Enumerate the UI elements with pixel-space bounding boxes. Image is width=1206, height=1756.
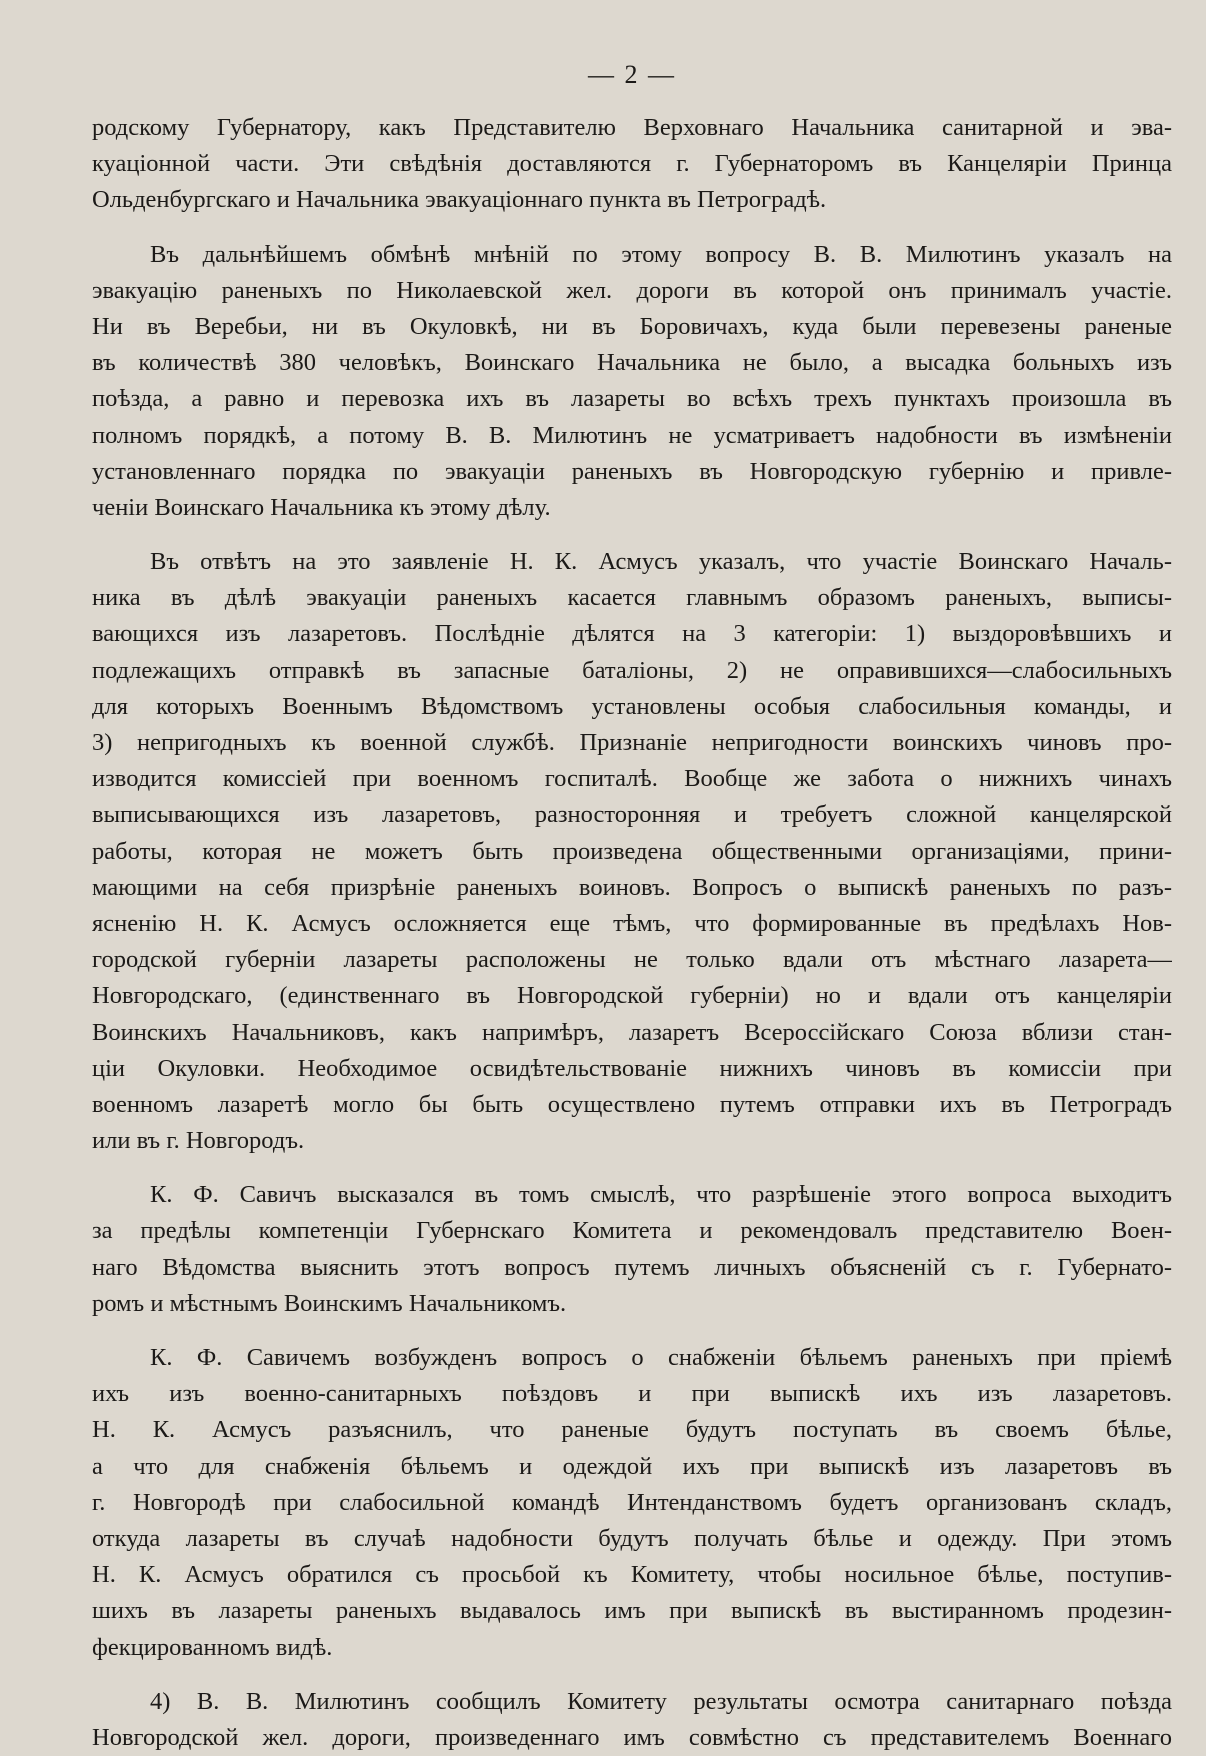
text-line: Н. К. Асмусъ обратился съ просьбой къ Комитету, чтобы носильное бѣлье, поступив- [92, 1561, 1172, 1589]
text-line: или въ г. Новгородъ. [92, 1127, 305, 1155]
paragraph [92, 544, 1172, 1159]
text-line: подлежащихъ отправкѣ въ запасные баталіоны, 2) не оправившихся—слабосильныхъ [92, 656, 1172, 684]
text-line: наго Вѣдомства выяснить этотъ вопросъ путемъ личныхъ объясненій съ г. Губернато- [92, 1253, 1172, 1281]
text-line: 3) непригодныхъ къ военной службѣ. Признаніе непригодности воинскихъ чиновъ про- [92, 729, 1172, 756]
text-line: въ количествѣ 380 человѣкъ, Воинскаго Начальника не было, а высадка больныхъ изъ [92, 349, 1172, 377]
text-line: ника въ дѣлѣ эвакуаціи раненыхъ касается главнымъ образомъ раненыхъ, выписы- [92, 584, 1172, 612]
paragraph [92, 1684, 1172, 1756]
text-line: шихъ въ лазареты раненыхъ выдавалось имъ при выпискѣ въ выстиранномъ продезин- [92, 1597, 1172, 1625]
text-line: родскому Губернатору, какъ Представителю Верховнаго Начальника санитарной и эва- [92, 114, 1172, 141]
text-line: полномъ порядкѣ, а потому В. В. Милютинъ не усматриваетъ надобности въ измѣненіи [92, 421, 1172, 449]
text-line: за предѣлы компетенціи Губернскаго Комитета и рекомендовалъ представителю Воен- [92, 1217, 1172, 1245]
paragraph [92, 110, 1172, 219]
paragraph [92, 1177, 1172, 1322]
text-line: для которыхъ Военнымъ Вѣдомствомъ установлены особыя слабосильныя команды, и [92, 692, 1172, 720]
text-line: г. Новгородѣ при слабосильной командѣ Интенданствомъ будетъ организованъ складъ, [92, 1488, 1172, 1516]
text-line: ромъ и мѣстнымъ Воинскимъ Начальникомъ. [92, 1289, 567, 1317]
text-line: выписывающихся изъ лазаретовъ, разносторонняя и требуетъ сложной канцелярской [92, 801, 1172, 829]
text-line: мающими на себя призрѣніе раненыхъ воиновъ. Вопросъ о выпискѣ раненыхъ по разъ- [92, 873, 1172, 901]
text-line: военномъ лазаретѣ могло бы быть осуществлено путемъ отправки ихъ въ Петроградъ [92, 1090, 1172, 1118]
text-body [92, 110, 1172, 1756]
text-line: 4) В. В. Милютинъ сообщилъ Комитету результаты осмотра санитарнаго поѣзда [150, 1687, 1172, 1715]
text-line: К. Ф. Савичемъ возбужденъ вопросъ о снабженіи бѣльемъ раненыхъ при пріемѣ [150, 1344, 1172, 1371]
paragraph [92, 1340, 1172, 1666]
text-line: Воинскихъ Начальниковъ, какъ напримѣръ, лазаретъ Всероссійскаго Союза вблизи стан- [92, 1018, 1172, 1046]
text-line: эвакуацію раненыхъ по Николаевской жел. дороги въ которой онъ принималъ участіе. [92, 276, 1172, 304]
text-line: откуда лазареты въ случаѣ надобности будутъ получать бѣлье и одежду. При этомъ [92, 1524, 1172, 1552]
text-line: вающихся изъ лазаретовъ. Послѣдніе дѣлятся на 3 категоріи: 1) выздоровѣвшихъ и [92, 620, 1172, 648]
text-line: ченіи Воинскаго Начальника къ этому дѣлу. [92, 493, 551, 521]
text-line: городской губерніи лазареты расположены не только вдали отъ мѣстнаго лазарета— [92, 946, 1172, 974]
text-line: установленнаго порядка по эвакуаціи раненыхъ въ Новгородскую губернію и привле- [92, 457, 1172, 485]
text-line: К. Ф. Савичъ высказался въ томъ смыслѣ, что разрѣшеніе этого вопроса выходитъ [150, 1181, 1172, 1209]
text-line: Новгородской жел. дороги, произведеннаго имъ совмѣстно съ представителемъ Военнаго [92, 1723, 1172, 1751]
text-line: а что для снабженія бѣльемъ и одеждой ихъ при выпискѣ изъ лазаретовъ въ [92, 1452, 1172, 1480]
text-line: Ольденбургскаго и Начальника эвакуаціоннаго пункта въ Петроградѣ. [92, 186, 827, 214]
text-line: работы, которая не можетъ быть произведена общественными организаціями, прини- [92, 837, 1172, 865]
text-line: ихъ изъ военно-санитарныхъ поѣздовъ и при выпискѣ ихъ изъ лазаретовъ. [92, 1380, 1172, 1408]
text-line: Въ дальнѣйшемъ обмѣнѣ мнѣній по этому вопросу В. В. Милютинъ указалъ на [150, 240, 1172, 268]
paragraph [92, 237, 1172, 527]
text-line: Въ отвѣтъ на это заявленіе Н. К. Асмусъ указалъ, что участіе Воинскаго Началь- [150, 548, 1172, 576]
text-line: Новгородскаго, (единственнаго въ Новгородской губерніи) но и вдали отъ канцеляріи [92, 982, 1172, 1010]
text-line: изводится комиссіей при военномъ госпиталѣ. Вообще же забота о нижнихъ чинахъ [92, 765, 1172, 793]
text-line: Н. К. Асмусъ разъяснилъ, что раненые будутъ поступать въ своемъ бѣлье, [92, 1416, 1172, 1444]
page-number: — 2 — [588, 60, 676, 89]
text-line: ясненію Н. К. Асмусъ осложняется еще тѣмъ, что формированные въ предѣлахъ Нов- [92, 909, 1172, 937]
text-line: ціи Окуловки. Необходимое освидѣтельствованіе нижнихъ чиновъ въ комиссіи при [92, 1054, 1172, 1082]
text-line: Ни въ Веребьи, ни въ Окуловкѣ, ни въ Боровичахъ, куда были перевезены раненые [92, 312, 1172, 340]
text-line: поѣзда, а равно и перевозка ихъ въ лазареты во всѣхъ трехъ пунктахъ произошла въ [92, 385, 1172, 413]
text-line: куаціонной части. Эти свѣдѣнія доставляются г. Губернаторомъ въ Канцеляріи Принца [92, 150, 1172, 178]
text-line: фекцированномъ видѣ. [92, 1633, 333, 1661]
